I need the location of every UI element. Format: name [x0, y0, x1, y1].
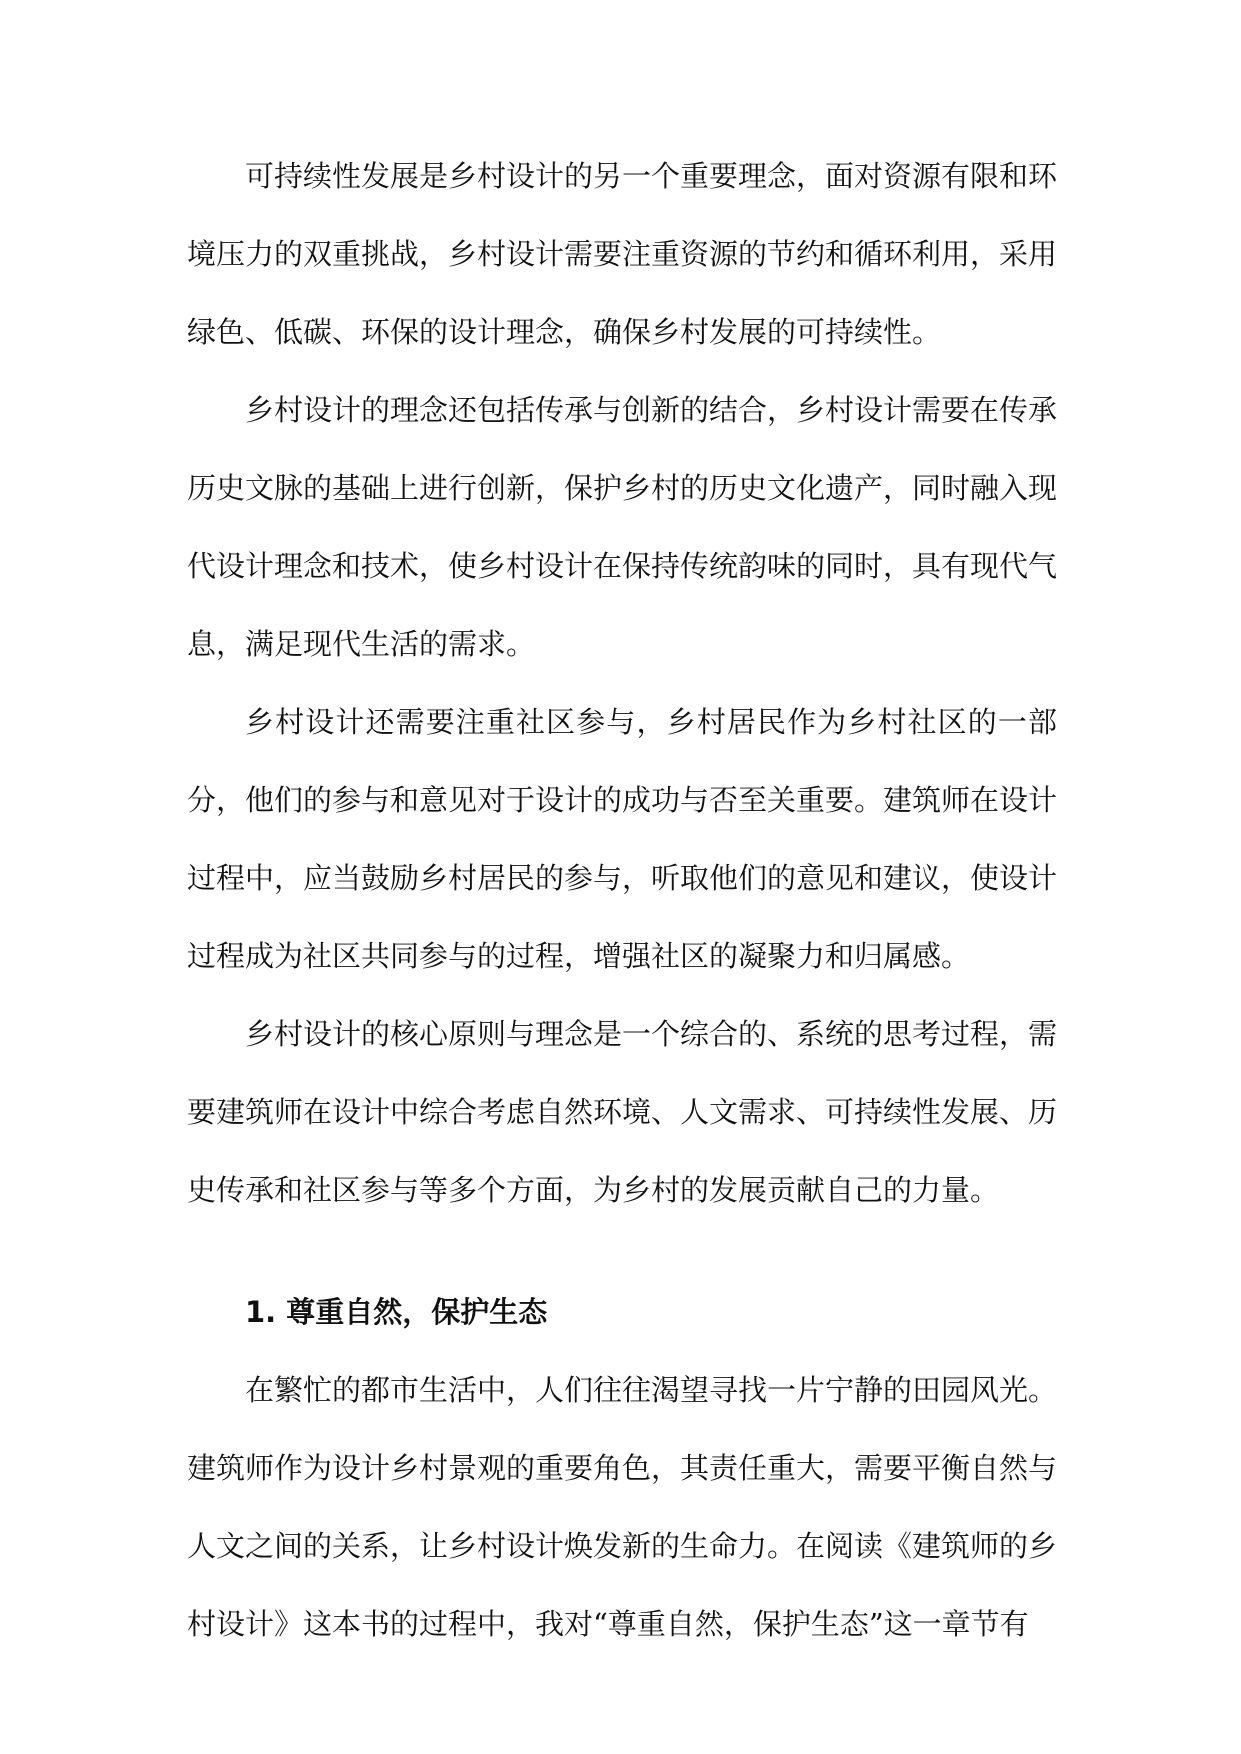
paragraph-community-participation: 乡村设计还需要注重社区参与，乡村居民作为乡村社区的一部分，他们的参与和意见对于设计的成功与否至关重要。建筑师在设计过程中，应当鼓励乡村居民的参与，听取他们的意见和建议，使设计过程成为社区共同参与的过程，增强社区的凝聚力和归属感。: [187, 705, 1058, 973]
paragraph-sustainability: 可持续性发展是乡村设计的另一个重要理念，面对资源有限和环境压力的双重挑战，乡村设计需要注重资源的节约和循环利用，采用绿色、低碳、环保的设计理念，确保乡村发展的可持续性。: [187, 159, 1058, 349]
section-heading: 1. 尊重自然，保护生态: [245, 1295, 548, 1329]
paragraph-heritage-innovation: 乡村设计的理念还包括传承与创新的结合，乡村设计需要在传承历史文脉的基础上进行创新，保护乡村的历史文化遗产，同时融入现代设计理念和技术，使乡村设计在保持传统韵味的同时，具有现代气息，满足现代生活的需求。: [187, 393, 1058, 661]
paragraph-respect-nature: 在繁忙的都市生活中，人们往往渴望寻找一片宁静的田园风光。建筑师作为设计乡村景观的重要角色，其责任重大，需要平衡自然与人文之间的关系，让乡村设计焕发新的生命力。在阅读《建筑师的乡村设计》这本书的过程中，我对“尊重自然，保护生态”这一章节有: [187, 1373, 1058, 1641]
document-body: [187, 137, 1057, 1663]
paragraph-core-principles: 乡村设计的核心原则与理念是一个综合的、系统的思考过程，需要建筑师在设计中综合考虑自然环境、人文需求、可持续性发展、历史传承和社区参与等多个方面，为乡村的发展贡献自己的力量。: [187, 1017, 1058, 1207]
